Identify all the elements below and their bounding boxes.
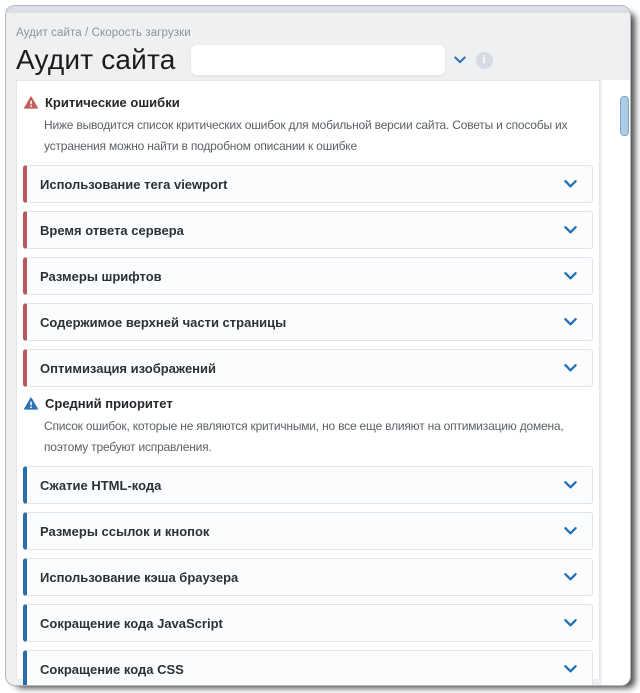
chevron-down-icon: [564, 665, 577, 673]
screenshot-frame: [5, 5, 631, 686]
chevron-down-icon: [564, 226, 577, 234]
breadcrumb[interactable]: Аудит сайта / Скорость загрузки: [16, 27, 191, 39]
select-chevron-down-icon[interactable]: [454, 56, 466, 64]
accordion-item[interactable]: [23, 303, 593, 341]
chevron-down-icon: [564, 180, 577, 188]
chevron-down-icon: [564, 318, 577, 326]
accordion-item[interactable]: [23, 211, 593, 249]
section-critical-errors: [23, 95, 593, 387]
domain-select[interactable]: [191, 45, 445, 75]
chevron-down-icon: [564, 527, 577, 535]
top-edge-strip: [6, 6, 630, 13]
accordion-item[interactable]: [23, 349, 593, 387]
content-card: [16, 80, 600, 679]
accordion-item[interactable]: [23, 604, 593, 642]
accordion-item[interactable]: [23, 558, 593, 596]
chevron-down-icon: [564, 364, 577, 372]
accordion-item[interactable]: [23, 165, 593, 203]
right-panel-strip: [602, 80, 630, 685]
scrollbar-thumb[interactable]: [620, 96, 629, 136]
accordion-item[interactable]: [23, 512, 593, 550]
chevron-down-icon: [564, 481, 577, 489]
accordion-item-label: Использование кэша браузера: [40, 569, 239, 585]
chevron-down-icon: [564, 573, 577, 581]
accordion-item-label: Размеры шрифтов: [40, 268, 162, 284]
accordion-item-label: Время ответа сервера: [40, 222, 184, 238]
warning-triangle-icon: [24, 96, 38, 109]
warning-triangle-icon: [24, 397, 38, 410]
section-description: Список ошибок, которые не являются критичными, но все еще влияют на оптимизацию домена, поэтому требуют исправления.: [44, 419, 564, 454]
accordion-item-label: Размеры ссылок и кнопок: [40, 523, 210, 539]
accordion-item-label: Содержимое верхней части страницы: [40, 314, 287, 330]
accordion-item-label: Оптимизация изображений: [40, 360, 217, 376]
section-title: Критические ошибки: [45, 95, 180, 110]
section-header: [24, 396, 593, 411]
accordion-item-label: Сокращение кода CSS: [40, 661, 184, 677]
accordion-item-label: Сокращение кода JavaScript: [40, 615, 223, 631]
chevron-down-icon: [564, 619, 577, 627]
section-header: [24, 95, 593, 110]
accordion-item-label: Использование тега viewport: [40, 176, 228, 192]
section-medium-priority: [23, 396, 593, 686]
accordion-item-label: Сжатие HTML-кода: [40, 477, 162, 493]
page-header: [16, 44, 630, 76]
page-title: Аудит сайта: [16, 44, 176, 75]
info-icon[interactable]: i: [476, 52, 493, 69]
accordion-item[interactable]: [23, 466, 593, 504]
section-title: Средний приоритет: [45, 396, 173, 411]
accordion-item[interactable]: [23, 650, 593, 686]
chevron-down-icon: [564, 272, 577, 280]
accordion-item[interactable]: [23, 257, 593, 295]
section-description: Ниже выводится список критических ошибок для мобильной версии сайта. Советы и способы их устранения можно найти в подробном описании к ошибке: [44, 118, 568, 153]
